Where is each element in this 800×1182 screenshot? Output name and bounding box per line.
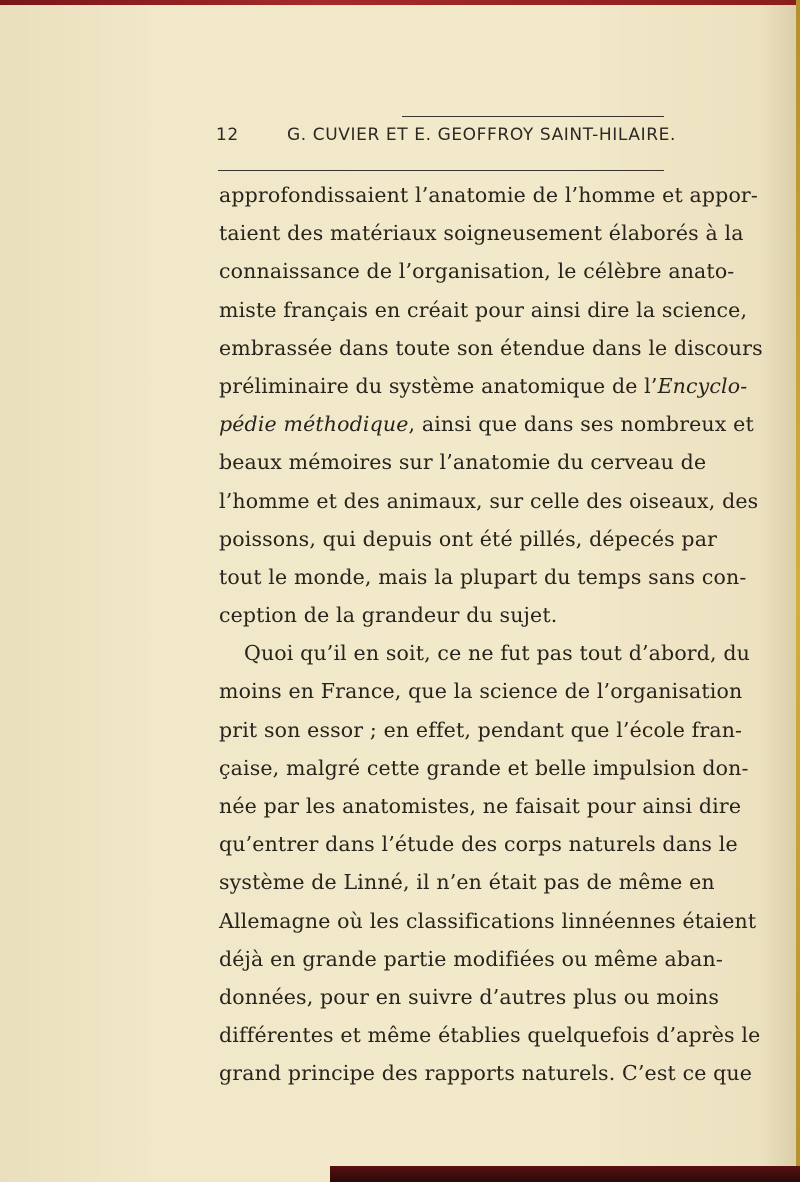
text-line: prit son essor ; en effet, pendant que l’école fran- — [219, 717, 743, 742]
text-line: Quoi qu’il en soit, ce ne fut pas tout d’abord, du — [244, 641, 750, 666]
text-line: l’homme et des animaux, sur celle des oiseaux, des — [219, 488, 759, 513]
text-line: données, pour en suivre d’autres plus ou moins — [219, 984, 720, 1009]
running-header — [216, 125, 696, 155]
header-rule-top — [402, 116, 664, 117]
text-line: approfondissaient l’anatomie de l’homme et appor- — [219, 183, 758, 207]
header-rule-bottom — [218, 170, 664, 171]
text-line: beaux mémoires sur l’anatomie du cerveau de — [219, 450, 707, 475]
text-line — [219, 405, 754, 443]
text-line: poissons, qui depuis ont été pillés, dépecés par — [219, 526, 718, 551]
text-line: embrassée dans toute son étendue dans le discours — [219, 335, 763, 360]
text-line: connaissance de l’organisation, le célèbre anato- — [219, 259, 735, 284]
text-line: ception de la grandeur du sujet. — [219, 603, 558, 628]
text-segment: , ainsi que dans ses nombreux et — [408, 412, 754, 437]
text-line: née par les anatomistes, ne faisait pour ainsi dire — [219, 794, 742, 818]
text-line — [219, 367, 748, 405]
page-top-edge — [0, 0, 800, 5]
text-line: grand principe des rapports naturels. C’est ce que — [219, 1061, 753, 1086]
body-text — [219, 176, 763, 1093]
italic-title: Encyclo- — [657, 373, 748, 398]
italic-title: pédie méthodique — [219, 412, 409, 437]
text-line: Allemagne où les classifications linnéennes étaient — [219, 908, 757, 933]
text-segment: préliminaire du système anatomique de l’ — [219, 373, 658, 398]
text-line: différentes et même établies quelquefois d’après le — [219, 1023, 761, 1048]
text-line: qu’entrer dans l’étude des corps naturels dans le — [219, 832, 738, 857]
text-line: çaise, malgré cette grande et belle impulsion don- — [219, 755, 749, 780]
text-line: tout le monde, mais la plupart du temps sans con- — [219, 564, 747, 589]
text-line: déjà en grande partie modifiées ou même aban- — [219, 946, 723, 971]
text-line: moins en France, que la science de l’organisation — [219, 679, 743, 704]
text-line: miste français en créait pour ainsi dire la science, — [219, 297, 748, 322]
running-title: G. CUVIER ET E. GEOFFROY SAINT-HILAIRE. — [287, 125, 676, 145]
page-number: 12 — [216, 125, 239, 145]
text-line: taient des matériaux soigneusement élaborés à la — [219, 221, 744, 246]
page-right-edge — [796, 0, 800, 1182]
page-bottom-edge — [330, 1166, 800, 1182]
text-line: système de Linné, il n’en était pas de même en — [219, 870, 715, 895]
